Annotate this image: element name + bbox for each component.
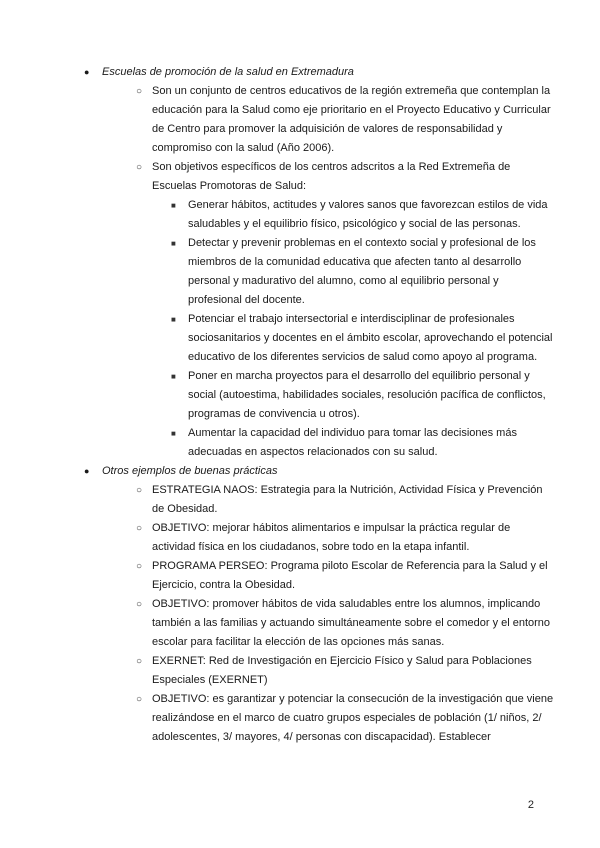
hollow-circle-bullet-icon: ○ <box>136 162 143 173</box>
list-item-text: Son objetivos específicos de los centros adscritos a la Red Extremeña de Escuelas Promotoras de Salud: <box>152 161 511 192</box>
hollow-circle-bullet-icon: ○ <box>136 694 143 705</box>
outline-list <box>84 63 554 747</box>
objective-text: Detectar y prevenir problemas en el contexto social y profesional de los miembros de la comunidad educativa que afecten tanto al desarrollo personal y madurativo del alumno, como al equilibrio personal y profesional del docente. <box>188 237 536 306</box>
list-item-text: ESTRATEGIA NAOS: Estrategia para la Nutrición, Actividad Física y Prevención de Obesidad. <box>152 484 543 515</box>
section-sublist <box>102 82 554 462</box>
hollow-circle-bullet-icon: ○ <box>136 599 143 610</box>
list-item <box>118 158 554 462</box>
objective-text: Poner en marcha proyectos para el desarrollo del equilibrio personal y social (autoestima, habilidades sociales, resolución pacífica de conflictos, programas de convivencia u otros). <box>188 370 546 420</box>
section-title: Otros ejemplos de buenas prácticas <box>102 465 278 477</box>
objective-text: Generar hábitos, actitudes y valores sanos que favorezcan estilos de vida saludables y el equilibrio físico, psicológico y social de las personas. <box>188 199 548 230</box>
list-item <box>118 595 554 652</box>
page-number: 2 <box>527 799 534 811</box>
section-sublist <box>102 481 554 747</box>
hollow-circle-bullet-icon: ○ <box>136 523 143 534</box>
objective-item <box>152 367 554 424</box>
objective-item <box>152 234 554 310</box>
hollow-circle-bullet-icon: ○ <box>136 656 143 667</box>
hollow-circle-bullet-icon: ○ <box>136 485 143 496</box>
objective-item <box>152 424 554 462</box>
list-item-text: OBJETIVO: mejorar hábitos alimentarios e impulsar la práctica regular de actividad física en los ciudadanos, sobre todo en la etapa infantil. <box>152 522 511 553</box>
list-item-text: OBJETIVO: promover hábitos de vida saludables entre los alumnos, implicando también a las familias y actuando simultáneamente sobre el comedor y el entorno escolar para facilitar la elección de las opciones más sanas. <box>152 598 551 648</box>
section-title: Escuelas de promoción de la salud en Extremadura <box>102 66 354 78</box>
list-item-text: PROGRAMA PERSEO: Programa piloto Escolar de Referencia para la Salud y el Ejercicio, contra la Obesidad. <box>152 560 548 591</box>
list-item <box>118 481 554 519</box>
square-bullet-icon: ■ <box>171 315 176 324</box>
square-bullet-icon: ■ <box>171 201 176 210</box>
objectives-list <box>152 196 554 462</box>
filled-circle-bullet-icon: ● <box>84 67 90 77</box>
list-item <box>118 519 554 557</box>
section-item <box>84 63 554 462</box>
list-item <box>118 557 554 595</box>
objective-text: Potenciar el trabajo intersectorial e interdisciplinar de profesionales sociosanitarios y docentes en el ámbito escolar, aprovechando el potencial educativo de los diferentes servicios de salud como apoyo al programa. <box>188 313 553 363</box>
list-item-text: OBJETIVO: es garantizar y potenciar la consecución de la investigación que viene realizándose en el marco de cuatro grupos especiales de población (1/ niños, 2/ adolescentes, 3/ mayores, 4/ personas con discapacidad). Establecer <box>152 693 554 743</box>
objective-item <box>152 196 554 234</box>
section-item <box>84 462 554 747</box>
objective-text: Aumentar la capacidad del individuo para tomar las decisiones más adecuadas en aspectos relacionados con su salud. <box>188 427 517 458</box>
square-bullet-icon: ■ <box>171 239 176 248</box>
hollow-circle-bullet-icon: ○ <box>136 86 143 97</box>
square-bullet-icon: ■ <box>171 372 176 381</box>
list-item <box>118 690 554 747</box>
square-bullet-icon: ■ <box>171 429 176 438</box>
objective-item <box>152 310 554 367</box>
filled-circle-bullet-icon: ● <box>84 466 90 476</box>
list-item-text: Son un conjunto de centros educativos de la región extremeña que contemplan la educación para la Salud como eje prioritario en el Proyecto Educativo y Curricular de Centro para promover la adquisición de valores de responsabilidad y compromiso con la salud (Año 2006). <box>152 85 551 154</box>
list-item-text: EXERNET: Red de Investigación en Ejercicio Físico y Salud para Poblaciones Especiales (EXERNET) <box>152 655 532 686</box>
list-item <box>118 652 554 690</box>
hollow-circle-bullet-icon: ○ <box>136 561 143 572</box>
list-item <box>118 82 554 158</box>
